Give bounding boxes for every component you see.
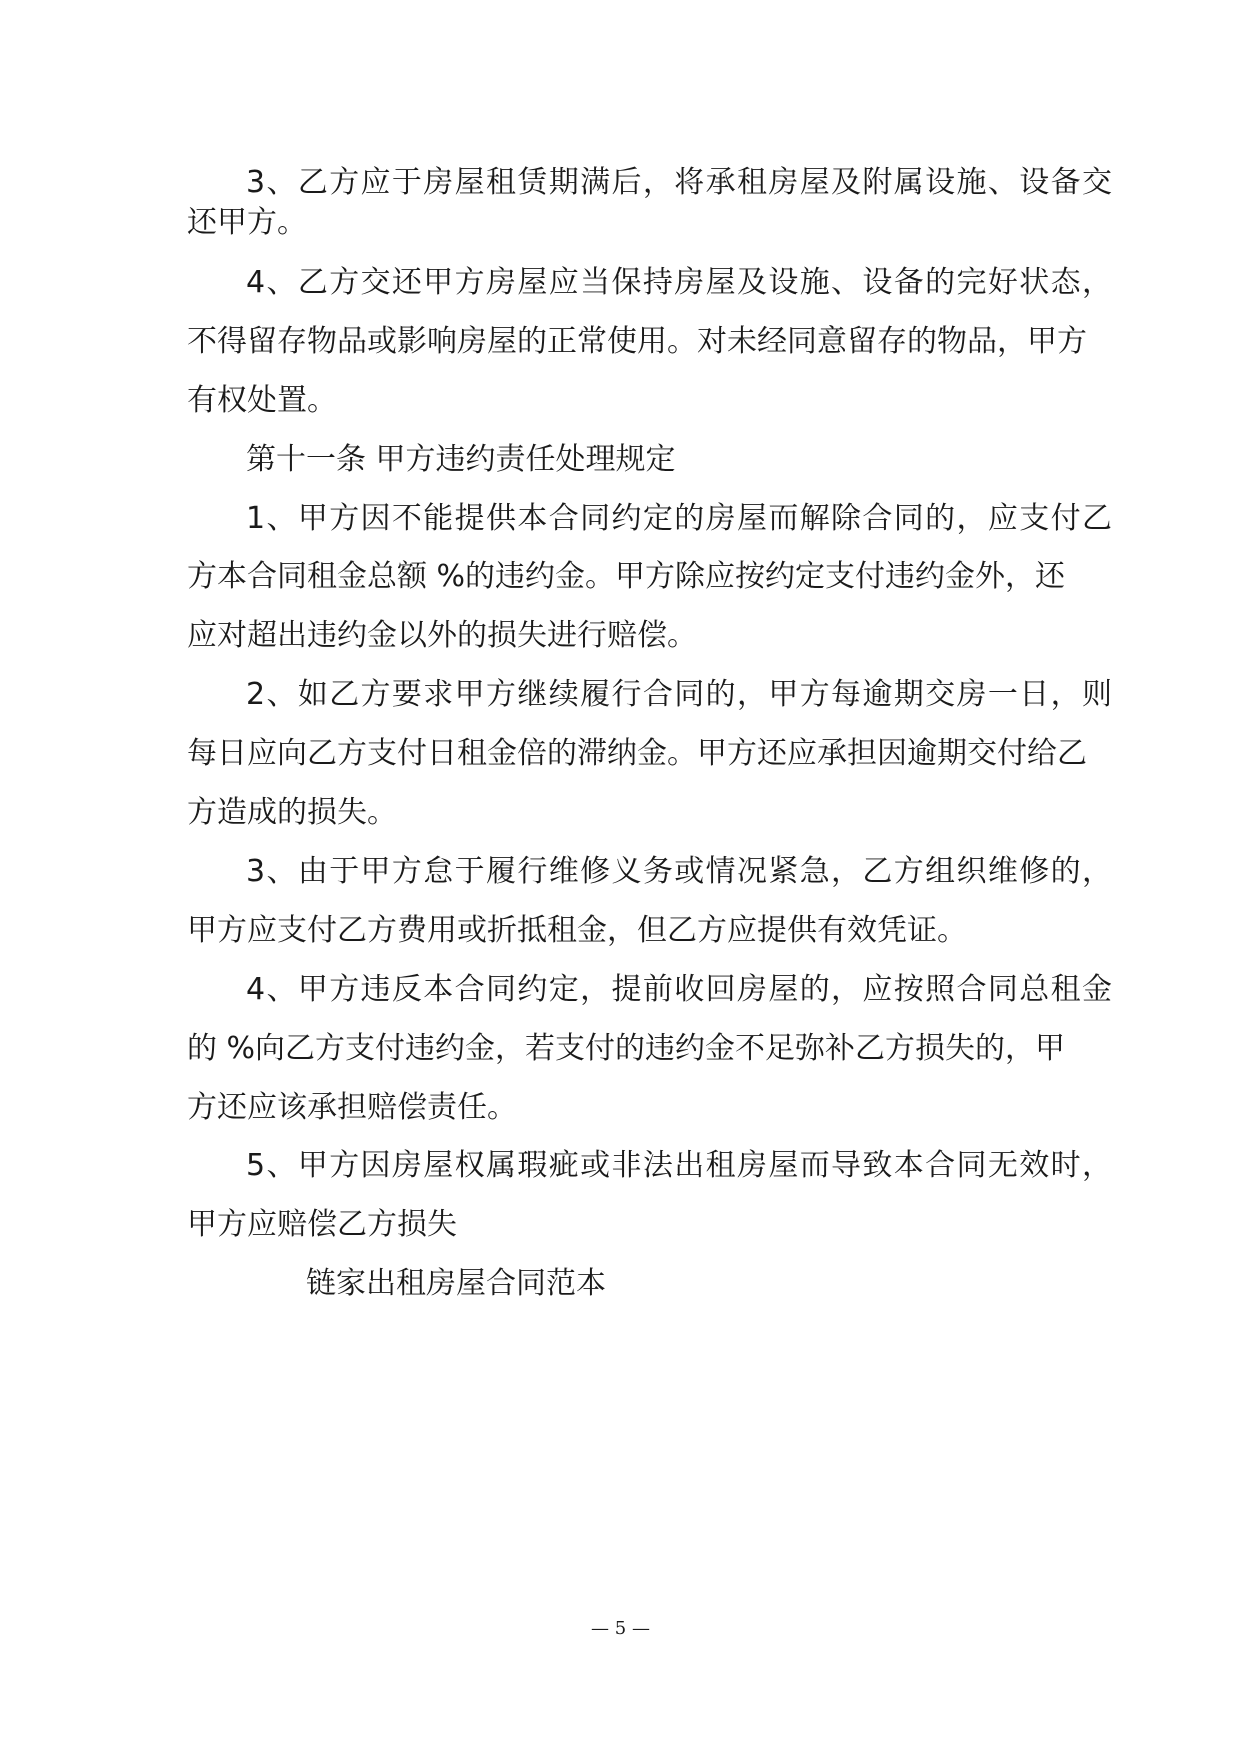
clause-4-line-1: 4、乙方交还甲方房屋应当保持房屋及设施、设备的完好状态， <box>246 265 1112 300</box>
article-11-item-4-line-2: 的 %向乙方支付违约金，若支付的违约金不足弥补乙方损失的，甲 <box>187 1031 1066 1066</box>
page-number: — 5 — <box>591 1618 650 1639</box>
clause-4-line-3: 有权处置。 <box>187 383 337 418</box>
article-11-item-5-line-1: 5、甲方因房屋权属瑕疵或非法出租房屋而导致本合同无效时， <box>246 1148 1112 1183</box>
article-11-item-1-line-3: 应对超出违约金以外的损失进行赔偿。 <box>187 618 697 653</box>
article-11-heading: 第十一条 甲方违约责任处理规定 <box>246 442 676 477</box>
article-11-item-2-line-3: 方造成的损失。 <box>187 795 397 830</box>
article-11-item-2-line-1: 2、如乙方要求甲方继续履行合同的，甲方每逾期交房一日，则 <box>246 677 1112 712</box>
clause-3-line-1: 3、乙方应于房屋租赁期满后，将承租房屋及附属设施、设备交 <box>246 165 1112 200</box>
article-11-item-1-line-1: 1、甲方因不能提供本合同约定的房屋而解除合同的，应支付乙 <box>246 501 1112 536</box>
article-11-item-4-line-3: 方还应该承担赔偿责任。 <box>187 1090 517 1125</box>
article-11-item-2-line-2: 每日应向乙方支付日租金倍的滞纳金。甲方还应承担因逾期交付给乙 <box>187 736 1087 771</box>
clause-4-line-2: 不得留存物品或影响房屋的正常使用。对未经同意留存的物品，甲方 <box>187 324 1087 359</box>
article-11-item-3-line-1: 3、由于甲方怠于履行维修义务或情况紧急，乙方组织维修的， <box>246 854 1112 889</box>
article-11-item-3-line-2: 甲方应支付乙方费用或折抵租金，但乙方应提供有效凭证。 <box>187 913 967 948</box>
footer-title: 链家出租房屋合同范本 <box>306 1266 606 1301</box>
article-11-item-5-line-2: 甲方应赔偿乙方损失 <box>187 1207 457 1242</box>
clause-3-line-2: 还甲方。 <box>187 205 307 240</box>
article-11-item-1-line-2: 方本合同租金总额 %的违约金。甲方除应按约定支付违约金外，还 <box>187 559 1066 594</box>
article-11-item-4-line-1: 4、甲方违反本合同约定，提前收回房屋的，应按照合同总租金 <box>246 972 1112 1007</box>
